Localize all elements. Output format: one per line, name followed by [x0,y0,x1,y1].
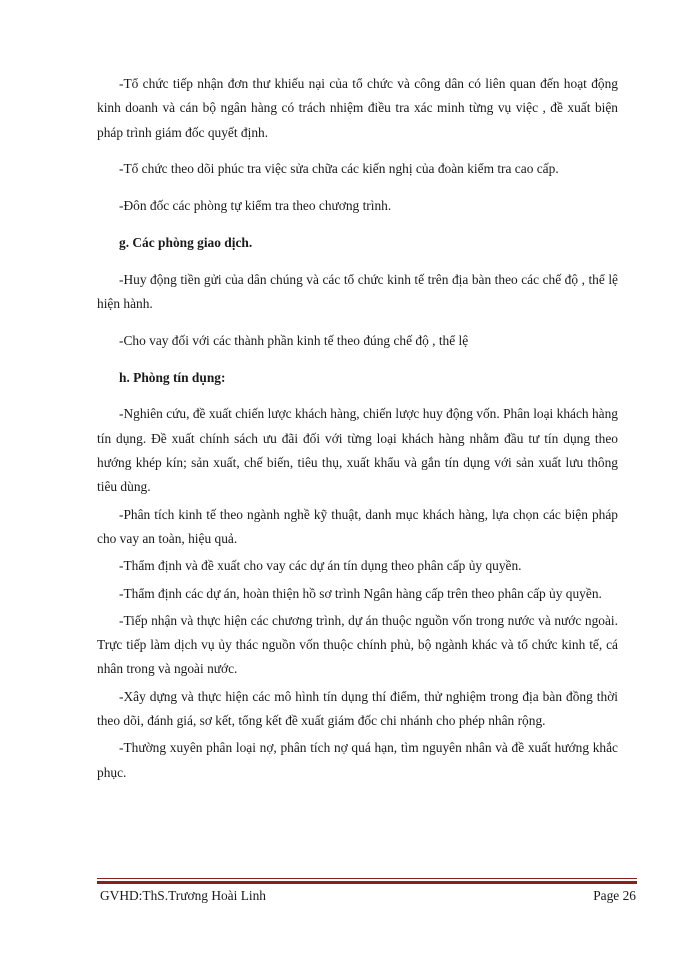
paragraph-deposits: -Huy động tiền gửi của dân chúng và các tổ chức kinh tế trên địa bàn theo các chế độ , thể lệ hiện hành. [97,271,618,312]
paragraph-complaints: -Tổ chức tiếp nhận đơn thư khiếu nại của tổ chức và công dân có liên quan đến hoạt động kinh doanh và cán bộ ngân hàng có trách nhiệm điều tra xác minh từng vụ việc , đề xuất biện pháp trình giám đốc quyết định. [97,76,618,140]
footer-supervisor: GVHD:ThS.Trương Hoài Linh [100,888,266,903]
paragraph-lending: -Cho vay đối với các thành phần kinh tế theo đúng chế độ , thể lệ [119,332,469,348]
paragraph-self-check: -Đôn đốc các phòng tự kiểm tra theo chương trình. [119,198,392,214]
paragraph-pilot-models: -Xây dựng và thực hiện các mô hình tín dụng thí điểm, thử nghiệm trong địa bàn đồng thời theo dõi, đánh giá, sơ kết, tổng kết đề xuất giám đốc chi nhánh cho phép nhân rộng. [97,688,618,729]
paragraph-followup: -Tổ chức theo dõi phúc tra việc sửa chữa các kiến nghị của đoàn kiểm tra cao cấp. [119,161,559,177]
page-number: Page 26 [593,888,636,903]
document-body [97,72,618,788]
paragraph-debt-classification: -Thường xuyên phân loại nợ, phân tích nợ quá hạn, tìm nguyên nhân và đề xuất hướng khắc phục. [97,740,618,780]
paragraph-appraisal-propose: -Thẩm định và đề xuất cho vay các dự án tín dụng theo phân cấp ủy quyền. [119,558,522,574]
paragraph-programs: -Tiếp nhận và thực hiện các chương trình, dự án thuộc nguồn vốn trong nước và nước ngoài. Trực tiếp làm dịch vụ ủy thác nguồn vốn thuộc chính phủ, bộ ngành khác và tổ chức kinh tế, cá nhân trong và ngoài nước. [97,612,618,677]
paragraph-appraisal-projects: -Thẩm định các dự án, hoàn thiện hồ sơ trình Ngân hàng cấp trên theo phân cấp ủy quyền. [119,585,602,601]
section-heading-g: g. Các phòng giao dịch. [119,234,253,250]
footer-divider-thin [97,878,637,879]
footer-divider [97,878,637,884]
paragraph-economic-analysis: -Phân tích kinh tế theo ngành nghề kỹ thuật, danh mục khách hàng, lựa chọn các biện pháp cho vay an toàn, hiệu quả. [97,506,618,546]
page-footer [100,888,636,904]
section-heading-h: h. Phòng tín dụng: [119,369,226,385]
paragraph-credit-strategy: -Nghiên cứu, đề xuất chiến lược khách hàng, chiến lược huy động vốn. Phân loại khách hàng tín dụng. Đề xuất chính sách ưu đãi đối với từng loại khách hàng nhằm đầu tư tín dụng theo hướng khép kín; sản xuất, chế biến, tiêu thụ, xuất khẩu và gắn tín dụng với sản xuất lưu thông tiêu dùng. [97,406,618,495]
footer-divider-thick [97,881,637,884]
